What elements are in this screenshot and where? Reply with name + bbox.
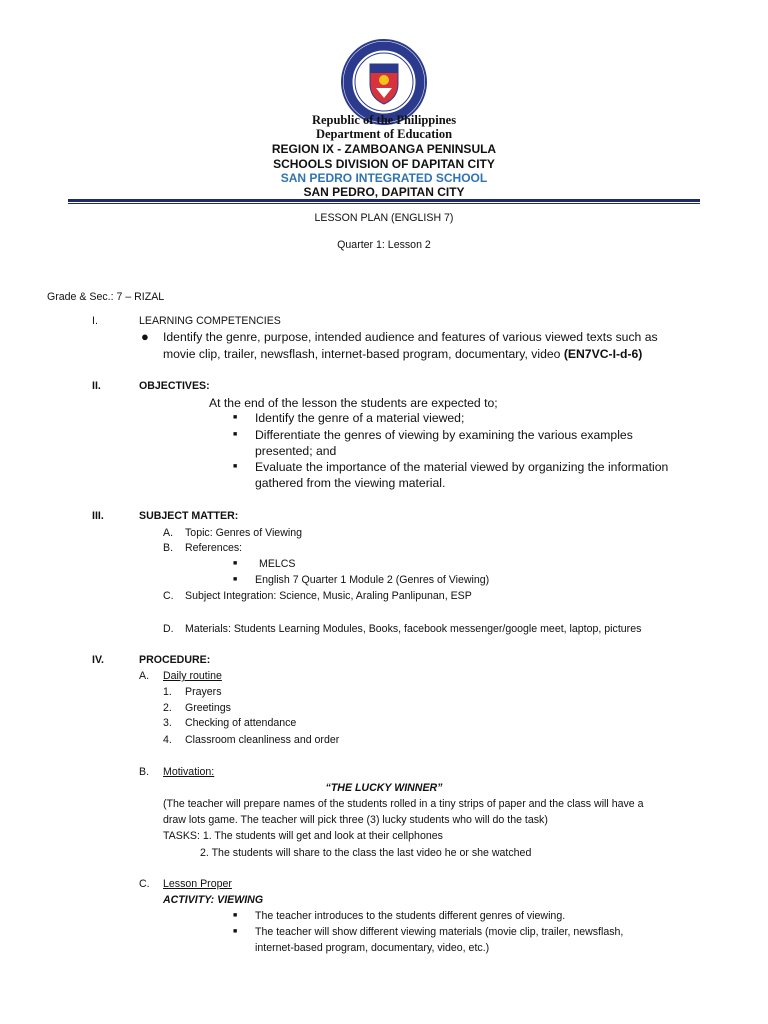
- reference-item: MELCS: [259, 558, 296, 570]
- reference-item: English 7 Quarter 1 Module 2 (Genres of Viewing): [255, 574, 490, 586]
- header-divider: [68, 199, 700, 202]
- section-title: PROCEDURE:: [139, 654, 211, 666]
- grade-section: Grade & Sec.: 7 – RIZAL: [47, 291, 165, 303]
- activity-item: The teacher will show different viewing materials (movie clip, trailer, newsflash,: [255, 926, 624, 938]
- square-bullet-icon: ■: [233, 463, 238, 470]
- motivation-text: draw lots game. The teacher will pick three (3) lucky students who will do the task): [163, 814, 548, 826]
- objective-item-cont: presented; and: [255, 444, 337, 458]
- task-item: 2. The students will share to the class the last video he or she watched: [200, 847, 532, 859]
- lesson-proper-heading: Lesson Proper: [163, 878, 232, 890]
- section-title: SUBJECT MATTER:: [139, 510, 239, 522]
- list-marker: D.: [163, 623, 174, 635]
- subject-materials: Materials: Students Learning Modules, Books, facebook messenger/google meet, laptop, pictures: [185, 623, 642, 635]
- header-divider-thin: [68, 203, 700, 204]
- square-bullet-icon: ■: [233, 912, 238, 919]
- list-marker: C.: [163, 590, 174, 602]
- section-number: I.: [92, 315, 98, 327]
- subject-integration: Subject Integration: Science, Music, Araling Panlipunan, ESP: [185, 590, 472, 602]
- daily-routine-heading: Daily routine: [163, 670, 222, 682]
- square-bullet-icon: ■: [233, 576, 238, 583]
- competency-line: Identify the genre, purpose, intended audience and features of various viewed texts such as: [163, 330, 658, 344]
- square-bullet-icon: ■: [233, 560, 238, 567]
- subject-topic: Topic: Genres of Viewing: [185, 527, 302, 539]
- header-region: REGION IX - ZAMBOANGA PENINSULA: [271, 142, 497, 156]
- task-item: TASKS: 1. The students will get and look at their cellphones: [163, 830, 443, 842]
- routine-item: Prayers: [185, 686, 222, 698]
- header-republic: Republic of the Philippines: [311, 113, 457, 127]
- list-marker: C.: [139, 878, 150, 890]
- routine-number: 3.: [163, 717, 172, 729]
- routine-item: Checking of attendance: [185, 717, 297, 729]
- bullet-icon: ●: [141, 329, 149, 344]
- header-address: SAN PEDRO, DAPITAN CITY: [303, 185, 465, 199]
- objective-item-cont: gathered from the viewing material.: [255, 476, 446, 490]
- header-division: SCHOOLS DIVISION OF DAPITAN CITY: [273, 157, 495, 171]
- section-number: II.: [92, 380, 101, 392]
- motivation-text: (The teacher will prepare names of the students rolled in a tiny strips of paper and the class will have a: [163, 798, 644, 810]
- activity-heading: ACTIVITY: VIEWING: [163, 894, 264, 906]
- routine-item: Classroom cleanliness and order: [185, 734, 340, 746]
- square-bullet-icon: ■: [233, 431, 238, 438]
- game-title: “THE LUCKY WINNER”: [325, 782, 443, 794]
- list-marker: B.: [163, 542, 174, 554]
- section-title: LEARNING COMPETENCIES: [139, 315, 281, 327]
- objective-item: Identify the genre of a material viewed;: [255, 411, 465, 425]
- competency-line: movie clip, trailer, newsflash, internet-based program, documentary, video (EN7VC-I-d-6): [163, 347, 643, 361]
- subject-references: References:: [185, 542, 243, 554]
- header-school: SAN PEDRO INTEGRATED SCHOOL: [280, 171, 488, 185]
- routine-number: 4.: [163, 734, 172, 746]
- objectives-intro: At the end of the lesson the students are expected to;: [209, 396, 498, 410]
- lesson-plan-title: LESSON PLAN (ENGLISH 7): [314, 212, 454, 224]
- competency-code: (EN7VC-I-d-6): [563, 347, 643, 361]
- square-bullet-icon: ■: [233, 414, 238, 421]
- activity-item-cont: internet-based program, documentary, video, etc.): [255, 942, 490, 954]
- list-marker: A.: [163, 527, 174, 539]
- square-bullet-icon: ■: [233, 928, 238, 935]
- section-title: OBJECTIVES:: [139, 380, 210, 392]
- activity-item: The teacher introduces to the students different genres of viewing.: [255, 910, 566, 922]
- motivation-heading: Motivation:: [163, 766, 215, 778]
- section-number: IV.: [92, 654, 104, 666]
- section-number: III.: [92, 510, 104, 522]
- list-marker: B.: [139, 766, 150, 778]
- objective-item: Differentiate the genres of viewing by examining the various examples: [255, 428, 633, 442]
- routine-number: 1.: [163, 686, 172, 698]
- routine-number: 2.: [163, 702, 172, 714]
- header-department: Department of Education: [315, 127, 453, 141]
- routine-item: Greetings: [185, 702, 231, 714]
- objective-item: Evaluate the importance of the material viewed by organizing the information: [255, 460, 669, 474]
- list-marker: A.: [139, 670, 150, 682]
- quarter-label: Quarter 1: Lesson 2: [337, 239, 431, 251]
